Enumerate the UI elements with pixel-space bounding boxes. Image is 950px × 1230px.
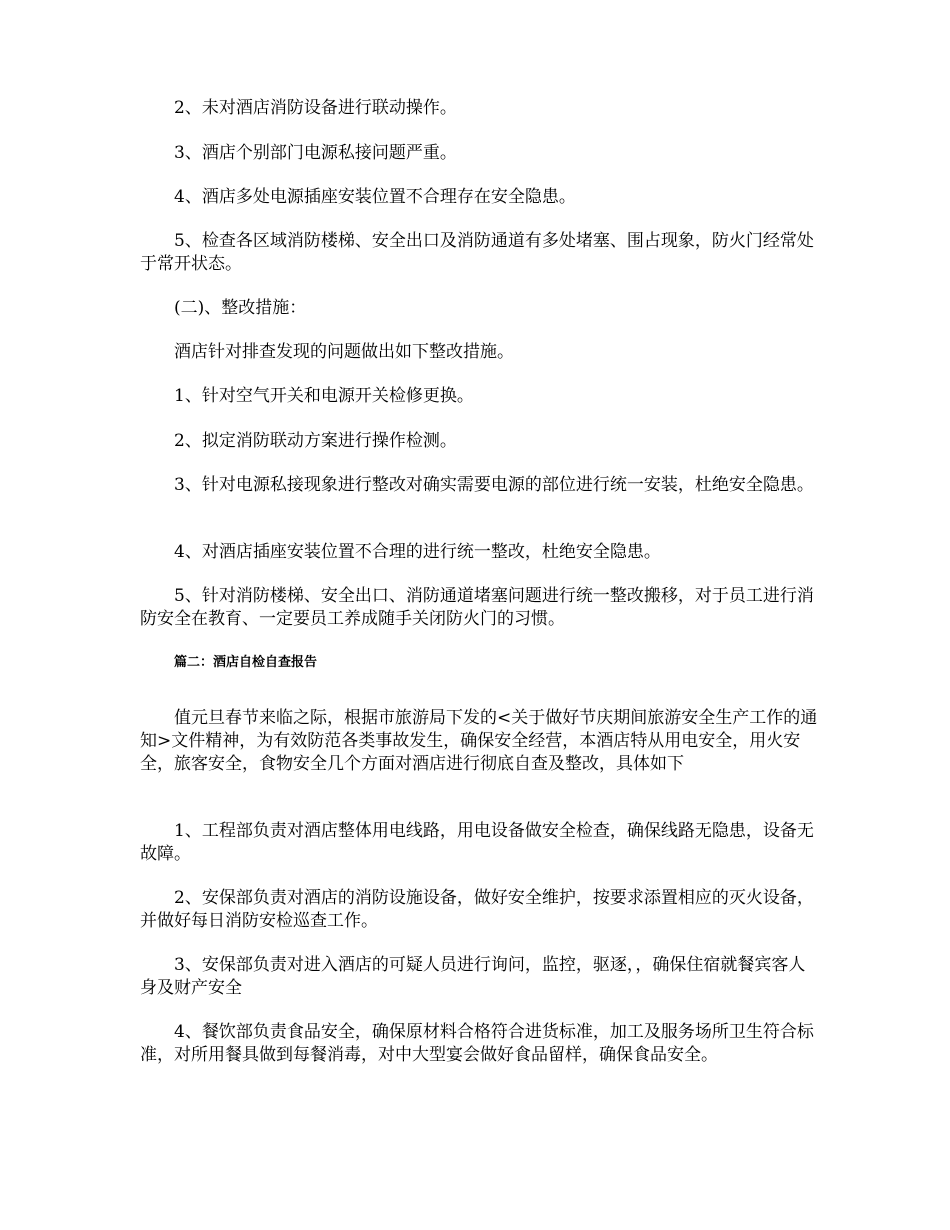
rectification-subheading: (二)、整改措施： xyxy=(174,298,307,318)
section-title: 篇二：酒店自检自查报告 xyxy=(174,655,318,670)
report-item-4: 4、餐饮部负责食品安全，确保原材料合格符合进货标准，加工及服务场所卫生符合标准，对所用餐具做到每餐消毒，对中大型宴会做好食品留样，确保食品安全。 xyxy=(140,1022,814,1065)
rectification-intro: 酒店针对排查发现的问题做出如下整改措施。 xyxy=(174,342,514,362)
problem-item-4: 4、酒店多处电源插座安装位置不合理存在安全隐患。 xyxy=(174,187,576,207)
measure-item-2: 2、拟定消防联动方案进行操作检测。 xyxy=(174,431,457,451)
measure-item-1: 1、针对空气开关和电源开关检修更换。 xyxy=(174,386,474,406)
report-item-1: 1、工程部负责对酒店整体用电线路，用电设备做安全检查，确保线路无隐患，设备无故障。 xyxy=(140,821,814,864)
report-item-3: 3、安保部负责对进入酒店的可疑人员进行询问，监控，驱逐，，确保住宿就餐宾客人身及财产安全 xyxy=(140,955,806,998)
measure-item-4: 4、对酒店插座安装位置不合理的进行统一整改，杜绝安全隐患。 xyxy=(174,542,661,562)
problem-item-3: 3、酒店个别部门电源私接问题严重。 xyxy=(174,143,457,163)
measure-item-5: 5、针对消防楼梯、安全出口、消防通道堵塞问题进行统一整改搬移，对于员工进行消防安全在教育、一定要员工养成随手关闭防火门的习惯。 xyxy=(140,586,814,629)
report-item-2: 2、安保部负责对酒店的消防设施设备，做好安全维护，按要求添置相应的灭火设备，并做好每日消防安检巡查工作。 xyxy=(140,888,814,931)
problem-item-2: 2、未对酒店消防设备进行联动操作。 xyxy=(174,98,457,118)
problem-item-5: 5、检查各区域消防楼梯、安全出口及消防通道有多处堵塞、围占现象，防火门经常处于常开状态。 xyxy=(140,231,814,274)
report-intro: 值元旦春节来临之际，根据市旅游局下发的<关于做好节庆期间旅游安全生产工作的通知>文件精神，为有效防范各类事故发生，确保安全经营，本酒店特从用电安全，用火安全，旅客安全，食物安全几个方面对酒店进行彻底自查及整改，具体如下 xyxy=(140,708,818,774)
measure-item-3: 3、针对电源私接现象进行整改对确实需要电源的部位进行统一安装，杜绝安全隐患。 xyxy=(174,475,814,495)
